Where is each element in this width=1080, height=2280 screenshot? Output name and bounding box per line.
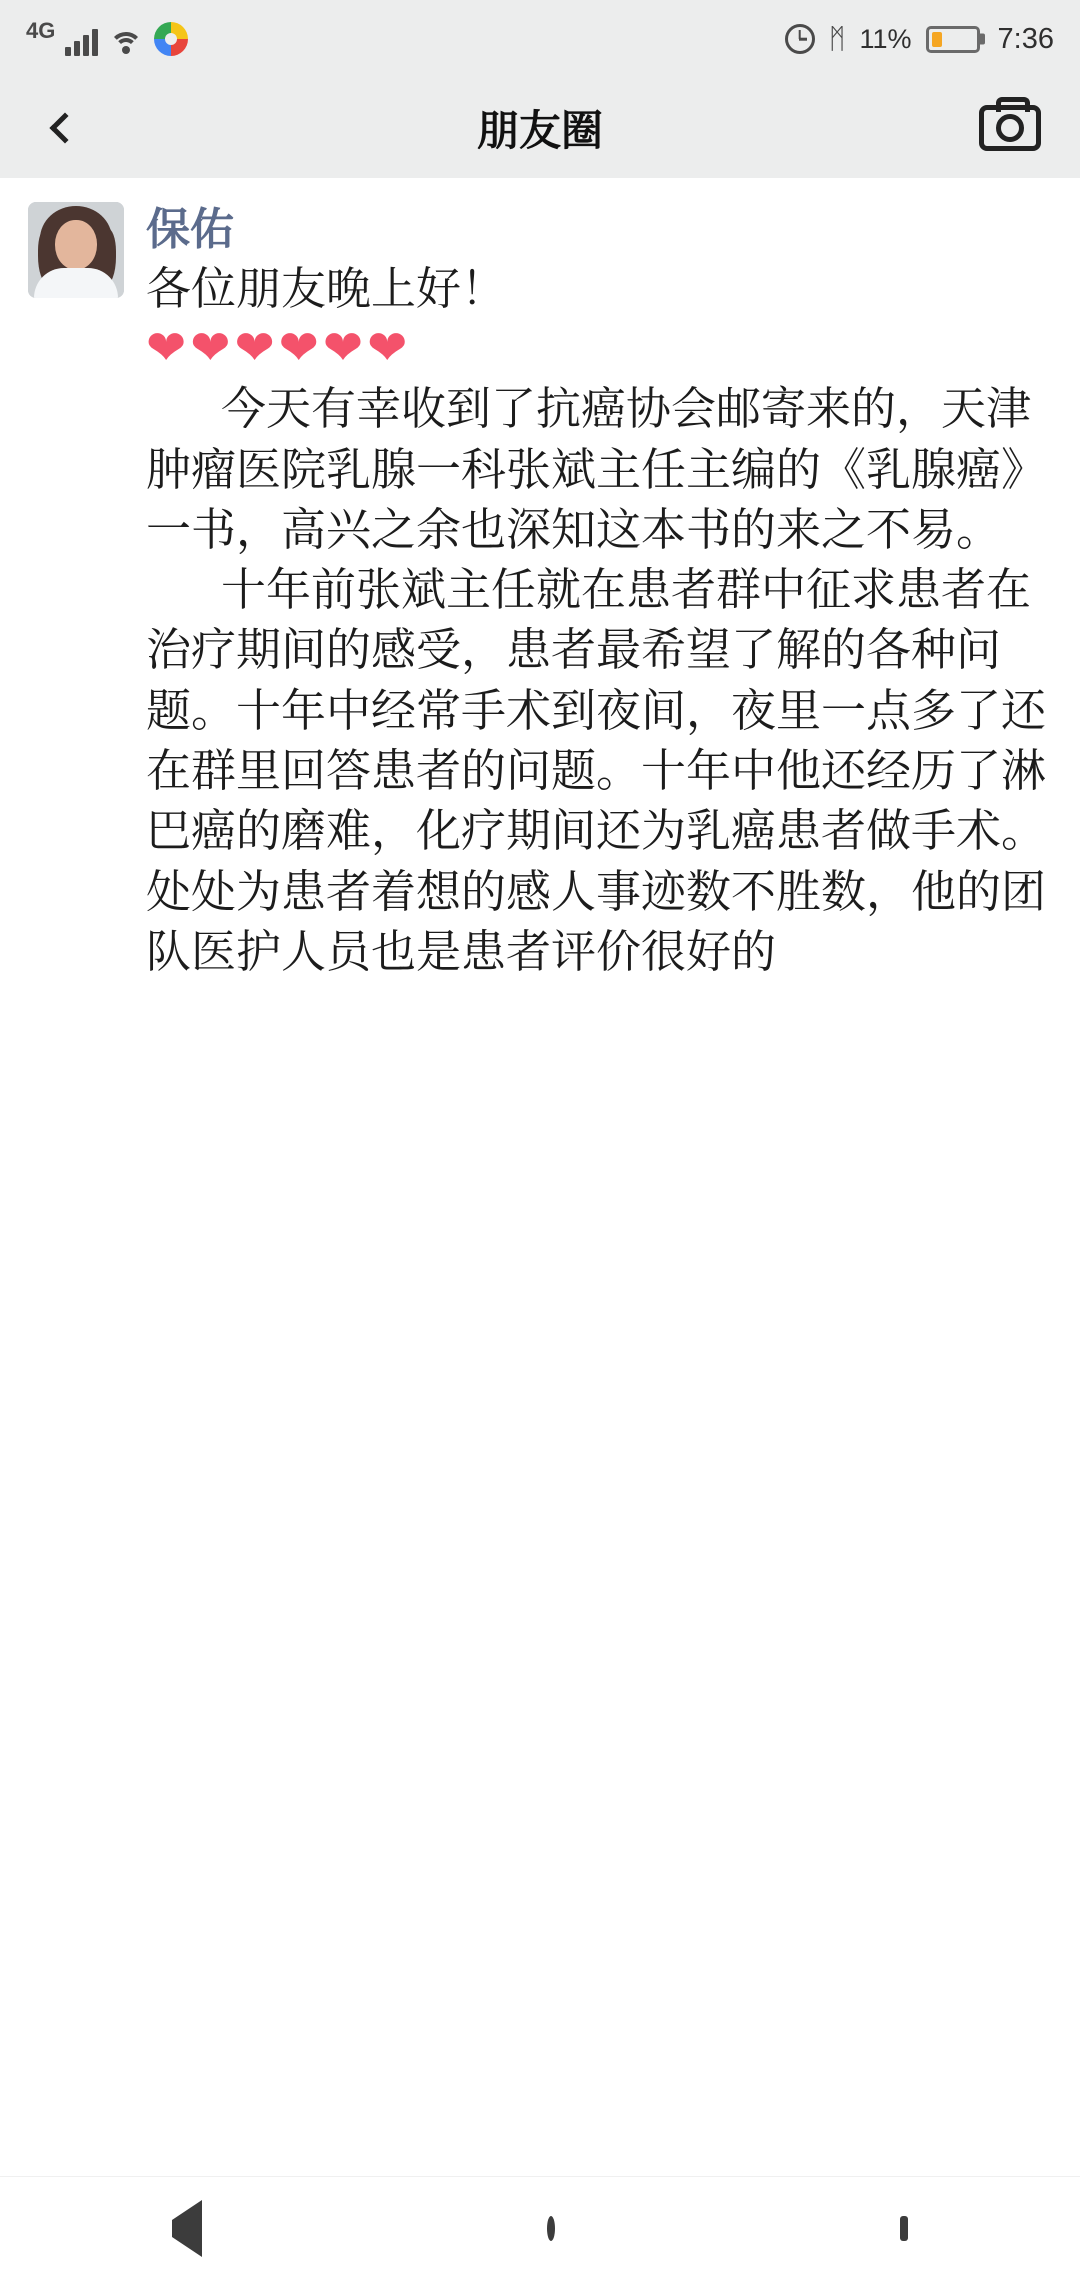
battery-icon — [926, 26, 980, 53]
nav-recents-button[interactable] — [900, 2220, 908, 2238]
camera-button[interactable] — [970, 93, 1050, 163]
alarm-clock-icon — [785, 24, 815, 54]
nav-recents-square-icon — [900, 2216, 908, 2241]
nav-back-button[interactable] — [172, 2220, 202, 2238]
post-item — [28, 202, 1052, 982]
bluetooth-icon: ᛗ — [828, 23, 846, 54]
battery-percent-label: 11% — [859, 23, 912, 54]
status-bar — [0, 0, 1080, 78]
status-bar-clock: 7:36 — [997, 22, 1054, 55]
nav-home-button[interactable] — [547, 2220, 555, 2238]
signal-bars-icon — [65, 26, 98, 56]
nav-back-triangle-icon — [172, 2200, 202, 2257]
back-button[interactable] — [30, 93, 100, 163]
system-navigation-bar — [0, 2176, 1080, 2280]
camera-icon — [979, 105, 1041, 151]
moments-feed[interactable] — [0, 178, 1080, 2176]
nav-home-circle-icon — [547, 2216, 555, 2241]
wifi-icon — [108, 26, 144, 56]
post-paragraph-1: 今天有幸收到了抗癌协会邮寄来的，天津肿瘤医院乳腺一科张斌主任主编的《乳腺癌》一书，高兴之余也深知这本书的来之不易。 — [146, 383, 1047, 555]
network-type-label: 4G — [26, 18, 56, 43]
page-title: 朋友圈 — [476, 107, 603, 154]
avatar[interactable] — [28, 202, 124, 298]
post-paragraph-2: 十年前张斌主任就在患者群中征求患者在治疗期间的感受，患者最希望了解的各种问题。十年中经常手术到夜间，夜里一点多了还在群里回答患者的问题。十年中他还经历了淋巴癌的磨难，化疗期间还为乳癌患者做手术。处处为患者着想的感人事迹数不胜数，他的团队医护人员也是患者评价很好的 — [146, 564, 1047, 977]
title-bar — [0, 78, 1080, 178]
status-bar-right — [785, 23, 1054, 56]
post-body — [146, 202, 1052, 982]
post-greeting: 各位朋友晚上好！ — [146, 263, 507, 314]
status-bar-left — [26, 18, 188, 56]
post-author-name[interactable]: 保佑 — [146, 205, 234, 254]
color-app-logo-icon — [154, 22, 188, 56]
back-chevron-icon — [49, 112, 80, 143]
post-hearts: ❤❤❤❤❤❤ — [146, 322, 412, 376]
